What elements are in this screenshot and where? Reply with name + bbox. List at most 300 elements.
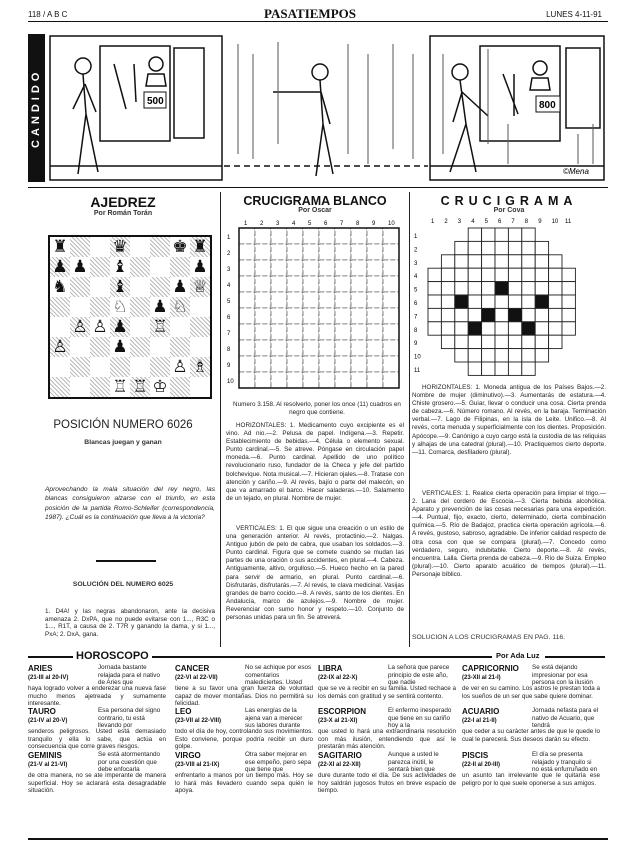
grid-cell[interactable] <box>255 228 271 244</box>
row-number: 11 <box>414 368 421 374</box>
grid-cell[interactable] <box>441 282 454 295</box>
grid-cell[interactable] <box>549 335 562 348</box>
grid-cell[interactable] <box>351 324 367 340</box>
chess-square <box>150 357 170 377</box>
row-number: 3 <box>227 267 231 273</box>
grid-cell[interactable] <box>287 228 303 244</box>
column-number: 10 <box>388 221 395 227</box>
chess-square-piece: ♙ <box>170 357 190 377</box>
grid-cell[interactable] <box>271 260 287 276</box>
grid-cell[interactable] <box>482 241 495 254</box>
grid-cell[interactable] <box>351 372 367 388</box>
grid-cell[interactable] <box>535 241 548 254</box>
crucigrama-blanco-horizontales: HORIZONTALES: 1. Medicamento cuyo excipiente es el vino. Ad nio.—2. Pelusa de papel. Indígena.—3. Repetir. Establecimiento de bebidas.—4. Célula o elemento sexual. Punto cardinal.—5. Se atreve. Póngase en circulación papel moneda.—6. Punto cardinal. Apellido de uno político revolucionario ruso, fundador de la Checa y jefe del partido bolchevique. Nota musical.—7. Hicieran ojales.—8. Tratase con atención y cariño.—9. Al revés, bajío o parte del malecón, en que va amarrado el barco. Hacer saladeras.—10. Salamento de un tejado, en plural. Nombre de mujer. <box>226 422 404 502</box>
grid-cell[interactable] <box>287 276 303 292</box>
grid-cell[interactable] <box>271 228 287 244</box>
grid-cell[interactable] <box>367 292 383 308</box>
grid-cell[interactable] <box>287 308 303 324</box>
grid-cell[interactable] <box>562 322 575 335</box>
grid-cell[interactable] <box>495 349 508 362</box>
sign-dates: (21-IV al 20-V) <box>28 718 68 724</box>
grid-cell[interactable] <box>482 282 495 295</box>
row-number: 10 <box>414 354 421 361</box>
grid-cell[interactable] <box>508 322 521 335</box>
grid-cell[interactable] <box>319 292 335 308</box>
grid-cell[interactable] <box>428 308 441 321</box>
grid-cell[interactable] <box>482 295 495 308</box>
grid-cell[interactable] <box>303 276 319 292</box>
sign-text-intro: Jornada bastante relajada para el nativo de Aries que <box>98 664 160 686</box>
black-cell <box>468 322 481 335</box>
sign-dates: (22-XI al 22-XII) <box>318 762 361 768</box>
grid-cell[interactable] <box>468 241 481 254</box>
chess-square-piece: ♙ <box>70 317 90 337</box>
grid-cell[interactable] <box>335 228 351 244</box>
grid-cell[interactable] <box>239 308 255 324</box>
umbrellas-1 <box>114 64 136 109</box>
grid-cell[interactable] <box>335 324 351 340</box>
grid-cell[interactable] <box>441 268 454 281</box>
grid-cell[interactable] <box>383 292 399 308</box>
grid-cell[interactable] <box>367 340 383 356</box>
black-cell <box>495 282 508 295</box>
chess-square-piece: ♞ <box>50 277 70 297</box>
grid-cell[interactable] <box>351 308 367 324</box>
sign-text: de ver en su camino. Los astros le prestan toda a los sueños de un ser que sabe quiere dominar. <box>462 685 600 700</box>
grid-cell[interactable] <box>255 308 271 324</box>
grid-cell[interactable] <box>367 228 383 244</box>
grid-cell[interactable] <box>383 228 399 244</box>
grid-cell[interactable] <box>335 340 351 356</box>
grid-cell[interactable] <box>287 260 303 276</box>
grid-cell[interactable] <box>255 356 271 372</box>
chess-square-piece: ♟ <box>150 297 170 317</box>
grid-cell[interactable] <box>303 228 319 244</box>
section-title: PASATIEMPOS <box>264 6 356 21</box>
column-number: 9 <box>372 221 376 227</box>
sign-name: PISCIS <box>462 751 489 760</box>
grid-cell[interactable] <box>482 255 495 268</box>
grid-cell[interactable] <box>468 228 481 241</box>
grid-cell[interactable] <box>508 295 521 308</box>
grid-cell[interactable] <box>522 295 535 308</box>
row-number: 2 <box>414 247 418 254</box>
sign-dates: (23-X al 21-XI) <box>318 718 358 724</box>
grid-cell[interactable] <box>495 255 508 268</box>
chess-solution: 1. D4A! y las negras abandonaron, ante la decisiva amenaza 2. DxPA, que no puede evitarse con 1..., R3C o 1..., R1T, a causa de 2. T7R y ganando la dama, y si 1..., PxA; 2. DxA, gana. <box>45 608 215 638</box>
grid-cell[interactable] <box>351 244 367 260</box>
vendor-2 <box>530 61 550 90</box>
grid-cell[interactable] <box>383 276 399 292</box>
grid-cell[interactable] <box>255 276 271 292</box>
grid-cell[interactable] <box>335 260 351 276</box>
grid-cell[interactable] <box>455 255 468 268</box>
grid-cell[interactable] <box>383 308 399 324</box>
column-number: 8 <box>524 219 529 225</box>
grid-cell[interactable] <box>255 372 271 388</box>
grid-cell[interactable] <box>255 324 271 340</box>
grid-cell[interactable] <box>562 295 575 308</box>
grid-cell[interactable] <box>522 349 535 362</box>
grid-cell[interactable] <box>535 308 548 321</box>
horoscope-sign-leo <box>175 707 313 751</box>
grid-cell[interactable] <box>367 372 383 388</box>
grid-cell[interactable] <box>495 362 508 375</box>
grid-cell[interactable] <box>319 356 335 372</box>
grid-cell[interactable] <box>351 276 367 292</box>
black-cell <box>482 308 495 321</box>
crucigrama-author: Por Cova <box>493 207 525 214</box>
grid-cell[interactable] <box>535 335 548 348</box>
sign-name: LEO <box>175 707 192 716</box>
horoscope-title: HOROSCOPO <box>76 650 149 662</box>
grid-cell[interactable] <box>303 340 319 356</box>
grid-cell[interactable] <box>319 228 335 244</box>
grid-cell[interactable] <box>303 260 319 276</box>
chess-square <box>90 297 110 317</box>
grid-cell[interactable] <box>455 349 468 362</box>
grid-cell[interactable] <box>468 282 481 295</box>
footer-rule <box>28 838 608 840</box>
crucigrama-horizontales: HORIZONTALES: 1. Moneda antigua de los Países Bajos.—2. Nombre de mujer (diminutivo).—3. Aumentarás de estatura.—4. Chiste grosero.—5. Guiar, llevar o conducir una cosa. Cierta prenda de cabeza.—6. Número romano. Al revés, en la baraja. Terminación verbal.—7. Lago de Filipinas, en la isla de Leite. Unifico.—8. Al revés, corta menuda y superficialmente con los dientes. Proposición. Apócope.—9. Canónigo a cuyo cargo está la custodia de las reliquias y alhajas de una catedral (plural).—10. Practiquemos cierto deporte.—11. Comarca, desfiladero (plural). <box>412 384 606 456</box>
grid-cell[interactable] <box>549 308 562 321</box>
sign-text-intro: Esa persona del signo contrario, tu está llevando por <box>98 707 161 729</box>
chess-square <box>130 317 150 337</box>
grid-cell[interactable] <box>562 308 575 321</box>
column-number: 2 <box>260 221 264 227</box>
row-number: 1 <box>414 234 418 240</box>
grid-cell[interactable] <box>495 228 508 241</box>
grid-cell[interactable] <box>535 349 548 362</box>
sign-dates: (22-II al 20-III) <box>462 762 501 768</box>
grid-cell[interactable] <box>271 324 287 340</box>
grid-cell[interactable] <box>271 372 287 388</box>
grid-cell[interactable] <box>482 228 495 241</box>
sign-text: que usted lo hará una extraordinaria resolución con más ilusión, entendiendo que así le prestarán más atención. <box>318 728 456 750</box>
grid-cell[interactable] <box>549 322 562 335</box>
grid-cell[interactable] <box>468 362 481 375</box>
grid-cell[interactable] <box>535 268 548 281</box>
position-title: POSICIÓN NUMERO 6026 <box>53 419 193 431</box>
grid-cell[interactable] <box>239 340 255 356</box>
chess-square-piece: ♙ <box>50 337 70 357</box>
chess-square-piece: ♝ <box>110 277 130 297</box>
solution-title: SOLUCIÓN DEL NUMERO 6025 <box>72 581 174 588</box>
grid-cell[interactable] <box>351 228 367 244</box>
grid-cell[interactable] <box>303 324 319 340</box>
grid-cell[interactable] <box>287 372 303 388</box>
grid-cell[interactable] <box>495 295 508 308</box>
grid-cell[interactable] <box>495 335 508 348</box>
chess-separator <box>96 560 156 562</box>
grid-cell[interactable] <box>455 335 468 348</box>
grid-cell[interactable] <box>271 308 287 324</box>
grid-cell[interactable] <box>508 255 521 268</box>
row-number: 6 <box>227 315 231 321</box>
chess-square-piece: ♖ <box>130 377 150 397</box>
grid-cell[interactable] <box>271 292 287 308</box>
grid-cell[interactable] <box>441 322 454 335</box>
grid-cell[interactable] <box>468 308 481 321</box>
grid-cell[interactable] <box>508 282 521 295</box>
chess-board <box>48 235 212 399</box>
grid-cell[interactable] <box>255 340 271 356</box>
horoscope-sign-libra <box>318 664 456 700</box>
grid-cell[interactable] <box>287 244 303 260</box>
candido-figure-3 <box>450 64 488 172</box>
sign-text-intro: Se está atormentando por una cuestión que debe enfocarla <box>98 751 160 773</box>
sign-text: que se ve a recibir en su familia. Usted rechace a los demás con gratitud y se sentirá contento. <box>318 685 456 700</box>
grid-cell[interactable] <box>239 372 255 388</box>
grid-cell[interactable] <box>428 322 441 335</box>
grid-cell[interactable] <box>383 356 399 372</box>
grid-cell[interactable] <box>455 308 468 321</box>
chess-square-piece: ♟ <box>110 337 130 357</box>
grid-cell[interactable] <box>303 372 319 388</box>
chess-square-piece: ♖ <box>110 377 130 397</box>
grid-cell[interactable] <box>255 292 271 308</box>
grid-cell[interactable] <box>287 340 303 356</box>
grid-cell[interactable] <box>271 276 287 292</box>
sign-name: CANCER <box>175 664 210 673</box>
crucigrama-verticales: VERTICALES: 1. Realice cierta operación para limpiar el trigo.—2. Lana del cordero de Escocia.—3. Cierta bebida alcohólica. Aparato y prevención de las cosas necesarias para una expedición.—4. Puntual, fijo, exacto, cierto, determinado, cierta combinación química.—5. Río de Badajoz, practica cierta operación agrícola.—6. A revés, gustoso, sabroso, agradable. De inferior calidad respecto de otra cosa con que se compara (plural).—7. Concedo como verdadero, seguro, indubitable. Cierto deporte.—8. Al revés, encuentra. Lalla. Cierta prenda de cabeza.—9. Río de Suiza. Empleo (plural).—10. Cierto aparato acuático de tiempos (plural).—11. Personaje bíblico. <box>412 490 606 578</box>
grid-cell[interactable] <box>495 322 508 335</box>
grid-cell[interactable] <box>455 322 468 335</box>
grid-cell[interactable] <box>535 282 548 295</box>
chess-square <box>170 377 190 397</box>
column-number: 11 <box>565 219 572 225</box>
grid-cell[interactable] <box>367 308 383 324</box>
grid-cell[interactable] <box>239 244 255 260</box>
grid-cell[interactable] <box>239 324 255 340</box>
grid-cell[interactable] <box>351 260 367 276</box>
column-number: 3 <box>276 221 280 227</box>
column-number: 6 <box>324 221 328 227</box>
issue-date: LUNES 4-11-91 <box>546 10 602 19</box>
horoscope-sign-piscis <box>462 751 600 787</box>
sign-dates: (22-IX al 22-X) <box>318 675 358 681</box>
chess-square <box>170 257 190 277</box>
grid-cell[interactable] <box>522 228 535 241</box>
grid-cell[interactable] <box>287 324 303 340</box>
price-sign-2-text: 800 <box>539 100 556 111</box>
crucigrama-blanco-author: Por Oscar <box>298 207 332 214</box>
grid-cell[interactable] <box>351 356 367 372</box>
grid-cell[interactable] <box>271 340 287 356</box>
grid-cell[interactable] <box>522 362 535 375</box>
grid-cell[interactable] <box>335 276 351 292</box>
grid-cell[interactable] <box>335 372 351 388</box>
horoscope-sign-cancer <box>175 664 313 708</box>
grid-cell[interactable] <box>255 244 271 260</box>
grid-cell[interactable] <box>549 255 562 268</box>
grid-cell[interactable] <box>271 244 287 260</box>
grid-cell[interactable] <box>522 282 535 295</box>
grid-cell[interactable] <box>287 356 303 372</box>
chess-square <box>130 237 150 257</box>
grid-cell[interactable] <box>383 260 399 276</box>
grid-cell[interactable] <box>319 260 335 276</box>
grid-cell[interactable] <box>383 372 399 388</box>
grid-cell[interactable] <box>239 228 255 244</box>
grid-cell[interactable] <box>441 295 454 308</box>
grid-cell[interactable] <box>441 335 454 348</box>
grid-cell[interactable] <box>549 282 562 295</box>
grid-cell[interactable] <box>303 292 319 308</box>
row-number: 8 <box>414 327 418 334</box>
grid-cell[interactable] <box>535 322 548 335</box>
grid-cell[interactable] <box>367 244 383 260</box>
grid-cell[interactable] <box>482 268 495 281</box>
grid-cell[interactable] <box>522 268 535 281</box>
grid-cell[interactable] <box>239 292 255 308</box>
comic-rule <box>28 187 608 188</box>
sign-name: CAPRICORNIO <box>462 664 519 673</box>
grid-cell[interactable] <box>508 335 521 348</box>
sign-dates: (23-VII al 22-VIII) <box>175 718 222 724</box>
crucigrama-title: CRUCIGRAMA <box>440 194 578 208</box>
grid-cell[interactable] <box>482 335 495 348</box>
grid-cell[interactable] <box>239 276 255 292</box>
grid-cell[interactable] <box>383 340 399 356</box>
chess-square-piece: ♘ <box>110 297 130 317</box>
comic-panel-1 <box>50 36 222 180</box>
chess-square-piece: ♘ <box>170 297 190 317</box>
sign-dates: (22-I al 21-II) <box>462 718 497 724</box>
grid-cell[interactable] <box>562 282 575 295</box>
grid-cell[interactable] <box>383 324 399 340</box>
grid-cell[interactable] <box>549 295 562 308</box>
grid-cell[interactable] <box>335 292 351 308</box>
grid-cell[interactable] <box>335 356 351 372</box>
chess-square <box>70 277 90 297</box>
column-number: 5 <box>484 219 488 225</box>
chess-square-piece: ♜ <box>190 237 210 257</box>
grid-cell[interactable] <box>522 335 535 348</box>
grid-cell[interactable] <box>319 340 335 356</box>
chess-square <box>70 357 90 377</box>
horoscope-sign-sagitario <box>318 751 456 795</box>
row-number: 9 <box>227 363 231 369</box>
row-number: 8 <box>227 347 231 353</box>
grid-cell[interactable] <box>239 260 255 276</box>
grid-cell[interactable] <box>522 241 535 254</box>
column-number: 2 <box>444 219 448 225</box>
grid-cell[interactable] <box>319 244 335 260</box>
grid-cell[interactable] <box>549 268 562 281</box>
grid-cell[interactable] <box>367 276 383 292</box>
grid-cell[interactable] <box>255 260 271 276</box>
row-number: 2 <box>227 251 231 257</box>
candido-figure-1 <box>73 58 98 174</box>
chess-square <box>90 357 110 377</box>
grid-cell[interactable] <box>367 324 383 340</box>
column-divider <box>409 192 410 647</box>
grid-cell[interactable] <box>468 335 481 348</box>
grid-cell[interactable] <box>482 349 495 362</box>
grid-cell[interactable] <box>351 292 367 308</box>
column-number: 1 <box>244 221 248 227</box>
grid-cell[interactable] <box>468 295 481 308</box>
grid-cell[interactable] <box>455 268 468 281</box>
grid-cell[interactable] <box>303 308 319 324</box>
grid-cell[interactable] <box>522 308 535 321</box>
grid-cell[interactable] <box>319 308 335 324</box>
grid-cell[interactable] <box>468 255 481 268</box>
grid-cell[interactable] <box>319 276 335 292</box>
horoscope-rule <box>545 656 605 658</box>
grid-cell[interactable] <box>495 268 508 281</box>
sign-name: ACUARIO <box>462 707 500 716</box>
grid-cell[interactable] <box>468 268 481 281</box>
grid-cell[interactable] <box>535 255 548 268</box>
chess-square <box>190 337 210 357</box>
grid-cell[interactable] <box>482 322 495 335</box>
grid-cell[interactable] <box>468 349 481 362</box>
chess-square-piece: ♛ <box>110 237 130 257</box>
grid-cell[interactable] <box>508 362 521 375</box>
chess-author: Por Román Torán <box>93 210 153 217</box>
grid-cell[interactable] <box>428 295 441 308</box>
grid-cell[interactable] <box>351 340 367 356</box>
grid-cell[interactable] <box>287 292 303 308</box>
column-number: 10 <box>551 219 559 225</box>
grid-cell[interactable] <box>495 308 508 321</box>
grid-cell[interactable] <box>271 356 287 372</box>
grid-cell[interactable] <box>508 349 521 362</box>
grid-cell[interactable] <box>319 372 335 388</box>
chess-square <box>70 337 90 357</box>
horoscope-sign-aries <box>28 664 166 708</box>
chess-square <box>150 337 170 357</box>
grid-cell[interactable] <box>303 244 319 260</box>
chess-square <box>130 257 150 277</box>
sign-text: un asunto tan irrelevante que le quitaría ese peligro por lo que suele oponerse a sus amigos. <box>462 772 600 787</box>
grid-cell[interactable] <box>455 241 468 254</box>
chess-square-piece: ♙ <box>90 317 110 337</box>
chess-square <box>170 337 190 357</box>
grid-cell[interactable] <box>428 282 441 295</box>
grid-cell[interactable] <box>508 228 521 241</box>
grid-cell[interactable] <box>482 362 495 375</box>
grid-cell[interactable] <box>335 244 351 260</box>
grid-cell[interactable] <box>367 260 383 276</box>
grid-cell[interactable] <box>522 255 535 268</box>
sign-name: GEMINIS <box>28 751 62 760</box>
grid-cell[interactable] <box>428 268 441 281</box>
chess-square <box>90 257 110 277</box>
grid-cell[interactable] <box>508 268 521 281</box>
grid-cell[interactable] <box>508 241 521 254</box>
grid-cell[interactable] <box>455 282 468 295</box>
grid-cell[interactable] <box>303 356 319 372</box>
chess-square-piece: ♟ <box>170 277 190 297</box>
grid-cell[interactable] <box>335 308 351 324</box>
grid-cell[interactable] <box>367 356 383 372</box>
chess-square-piece: ♝ <box>110 257 130 277</box>
sign-text-intro: No se achique por esos comentarios malediciertes. Usted <box>245 664 312 686</box>
grid-cell[interactable] <box>319 324 335 340</box>
black-cell <box>455 295 468 308</box>
grid-cell[interactable] <box>441 255 454 268</box>
column-number: 1 <box>431 219 435 225</box>
chess-square <box>50 377 70 397</box>
grid-cell[interactable] <box>239 356 255 372</box>
grid-cell[interactable] <box>383 244 399 260</box>
grid-cell[interactable] <box>441 308 454 321</box>
grid-cell[interactable] <box>562 268 575 281</box>
grid-cell[interactable] <box>495 241 508 254</box>
